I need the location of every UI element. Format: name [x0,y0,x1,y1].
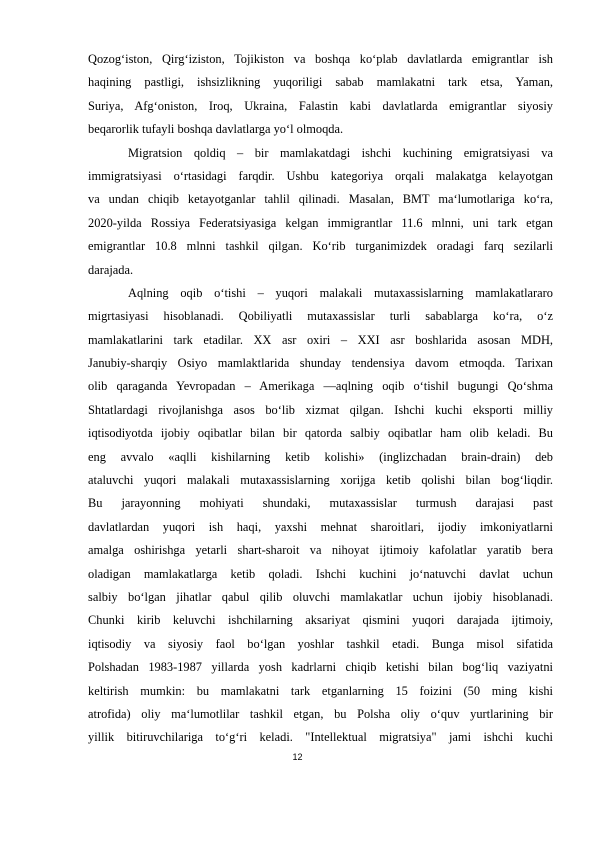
text-line: yillik bitiruvchilariga toʻgʻri keladi. "Intellektual migratsiya" jami ishchi kuchi [88,730,553,745]
text-line: beqarorlik tufayli boshqa davlatlarga yoʻl olmoqda. [88,122,344,137]
text-line: ataluvchi yuqori malakali mutaxassislarning xorijga ketib qolishi bilan bogʻliqdir. [88,473,553,488]
text-line: keltirish mumkin: bu mamlakatni tark etganlarning 15 foizini (50 ming kishi [88,683,553,698]
text-line: Polshadan 1983-1987 yillarda yosh kadrlarni chiqib ketishi bilan bogʻliq vaziyatni [88,660,553,675]
text-line: iqtisodiy va siyosiy faol boʻlgan yoshlar tashkil etadi. Bunga misol sifatida [88,636,553,651]
text-line: Qozogʻiston, Qirgʻiziston, Tojikiston va boshqa koʻplab davlatlarda emigrantlar ish [88,52,553,66]
text-line: va undan chiqib ketayotganlar tahlil qilinadi. Masalan, BMT ma‘lumotlariga koʻra, [88,192,553,207]
text-line: salbiy boʻlgan jihatlar qabul qilib oluvchi mamlakatlar uchun ijobiy hisoblanadi. [88,589,553,604]
text-line: Janubiy-sharqiy Osiyo mamlaktlarida shunday tendensiya davom etmoqda. Tarixan [88,356,553,371]
page-number: 12 [292,752,303,762]
text-line: Chunki kirib keluvchi ishchilarning aksariyat qismini yuqori darajada ijtimoiy, [88,613,553,628]
text-line: eng avvalo «aqlli kishilarning ketib kolishi» (inglizchadan brain-drain) deb [88,449,553,464]
text-line: amalga oshirishga yetarli shart-sharoit va nihoyat ijtimoiy kafolatlar yaratib bera [88,543,553,558]
text-line: iqtisodiyotda ijobiy oqibatlar bilan bir qatorda salbiy oqibatlar ham olib keladi. Bu [88,426,553,441]
text-line: emigrantlar 10.8 mlnni tashkil qilgan. Koʻrib turganimizdek oradagi farq sezilarli [88,239,553,254]
paragraph-start-line: Aqlning oqib oʻtishi – yuqori malakali mutaxassislarning mamlakatlararo [128,285,553,300]
text-line: Bu jarayonning mohiyati shundaki, mutaxassislar turmush darajasi past [88,496,553,511]
paragraph-start-line: Migratsion qoldiq – bir mamlakatdagi ishchi kuchining emigratsiyasi va [128,145,553,160]
text-line: migrtasiyasi hisoblanadi. Qobiliyatli mutaxassislar turli sabablarga koʻra, oʻz [88,309,553,324]
body-text [88,48,553,750]
text-line: immigratsiyasi oʻrtasidagi farqdir. Ushbu kategoriya orqali malakatga kelayotgan [88,168,553,183]
text-line: atrofida) oliy ma‘lumotlilar tashkil etgan, bu Polsha oliy oʻquv yurtlarining bir [88,706,553,721]
text-line: olib qaraganda Yevropadan – Amerikaga —aqlning oqib oʻtishi‖ bugungi Qoʻshma [88,379,553,394]
text-line: 2020-yilda Rossiya Federatsiyasiga kelgan immigrantlar 11.6 mlnni, uni tark etgan [88,215,553,230]
text-line: darajada. [88,262,134,277]
text-line: oladigan mamlakatlarga ketib qoladi. Ishchi kuchini joʻnatuvchi davlat uchun [88,566,553,581]
text-line: haqining pastligi, ishsizlikning yuqoriligi sabab mamlakatni tark etsa, Yaman, [88,75,553,90]
text-line: Suriya, Afgʻoniston, Iroq, Ukraina, Falastin kabi davlatlarda emigrantlar siyosiy [88,98,553,113]
text-line: davlatlardan yuqori ish haqi, yaxshi mehnat sharoitlari, ijodiy imkoniyatlarni [88,519,553,534]
text-line: mamlakatlarini tark etadilar. XX asr oxiri – XXI asr boshlarida asosan MDH, [88,332,553,347]
text-line: Shtatlardagi rivojlanishga asos boʻlib xizmat qilgan. Ishchi kuchi eksporti milliy [88,402,553,417]
